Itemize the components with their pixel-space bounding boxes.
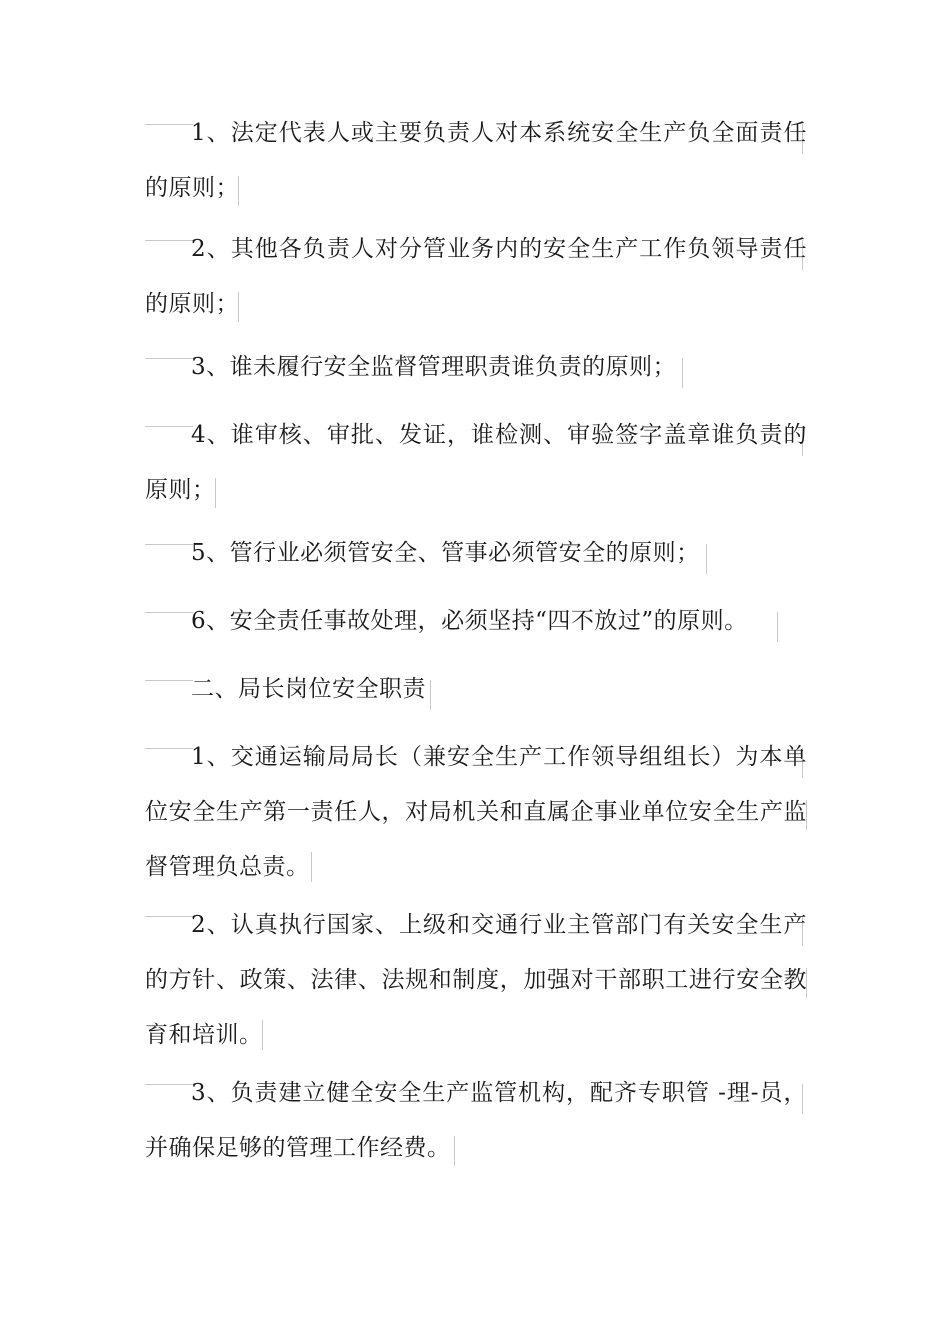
- paragraph-9: [145, 1066, 807, 1176]
- paragraph-text: 4、谁审核、审批、发证，谁检测、审验签字盖章谁负责的原则；: [145, 422, 807, 503]
- paragraph-text: 2、认真执行国家、上级和交通行业主管部门有关安全生产的方针、政策、法律、法规和制度，加强对干部职工进行安全教育和培训。: [145, 912, 807, 1048]
- paragraph-6: [145, 594, 807, 649]
- paragraph-3: [145, 340, 807, 395]
- section-heading: [145, 662, 807, 717]
- paragraph-text: 6、安全责任事故处理，必须坚持“四不放过”的原则。: [191, 608, 748, 634]
- paragraph-1: [145, 106, 807, 216]
- paragraph-8: [145, 898, 807, 1063]
- paragraph-4: [145, 408, 807, 518]
- paragraph-text: 5、管行业必须管安全、管事必须管安全的原则；: [191, 540, 700, 566]
- paragraph-2: [145, 222, 807, 332]
- paragraph-text: 3、负责建立健全安全生产监管机构，配齐专职管 -理-员，并确保足够的管理工作经费。: [145, 1080, 807, 1161]
- section-heading-text: 二、局长岗位安全职责: [191, 676, 426, 702]
- paragraph-text: 1、交通运输局局长（兼安全生产工作领导组组长）为本单位安全生产第一责任人，对局机关和直属企事业单位安全生产监督管理负总责。: [145, 744, 807, 880]
- paragraph-7: [145, 730, 807, 895]
- paragraph-text: 3、谁未履行安全监督管理职责谁负责的原则；: [191, 354, 677, 380]
- paragraph-5: [145, 526, 807, 581]
- paragraph-text: 1、法定代表人或主要负责人对本系统安全生产负全面责任的原则；: [145, 120, 807, 201]
- paragraph-text: 2、其他各负责人对分管业务内的安全生产工作负领导责任的原则；: [145, 236, 807, 317]
